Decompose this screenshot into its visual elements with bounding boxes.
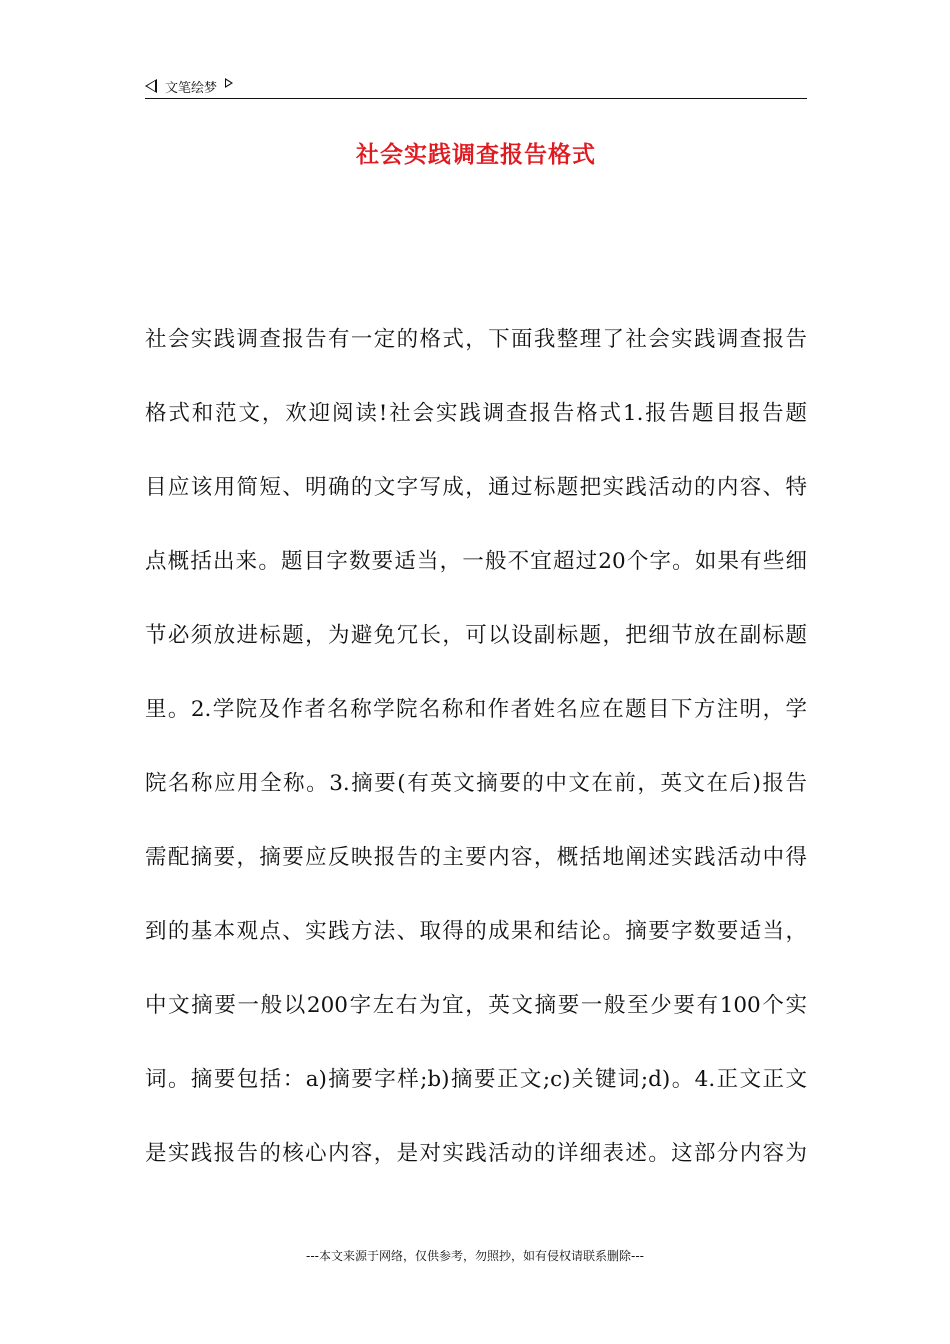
body-line: 是实践报告的核心内容，是对实践活动的详细表述。这部分内容为 [145,1141,807,1166]
body-line: 社会实践调查报告有一定的格式，下面我整理了社会实践调查报告 [145,327,807,352]
body-line: 点概括出来。题目字数要适当，一般不宜超过20个字。如果有些细 [145,549,807,574]
body-line: 节必须放进标题，为避免冗长，可以设副标题，把细节放在副标题 [145,623,807,648]
page-header [145,74,807,98]
triangle-left-icon [145,79,157,93]
body-line: 中文摘要一般以200字左右为宜，英文摘要一般至少要有100个实 [145,993,807,1018]
header-divider [145,98,807,99]
header-brand: 文笔绘梦 [165,80,218,96]
body-line: 需配摘要，摘要应反映报告的主要内容，概括地阐述实践活动中得 [145,845,807,870]
document-title: 社会实践调查报告格式 [356,141,596,168]
body-line: 院名称应用全称。3.摘要(有英文摘要的中文在前，英文在后)报告 [145,771,807,796]
body-line: 到的基本观点、实践方法、取得的成果和结论。摘要字数要适当， [145,919,807,944]
body-line: 目应该用简短、明确的文字写成，通过标题把实践活动的内容、特 [145,475,807,500]
body-line: 里。2.学院及作者名称学院名称和作者姓名应在题目下方注明，学 [145,697,807,722]
body-line: 格式和范文，欢迎阅读!社会实践调查报告格式1.报告题目报告题 [145,401,807,426]
triangle-right-icon [225,78,233,88]
document-body [145,320,807,1208]
body-line: 词。摘要包括：a)摘要字样;b)摘要正文;c)关键词;d)。4.正文正文 [145,1067,807,1092]
footer-notice: ---本文来源于网络，仅供参考，勿照抄，如有侵权请联系删除--- [306,1249,644,1263]
